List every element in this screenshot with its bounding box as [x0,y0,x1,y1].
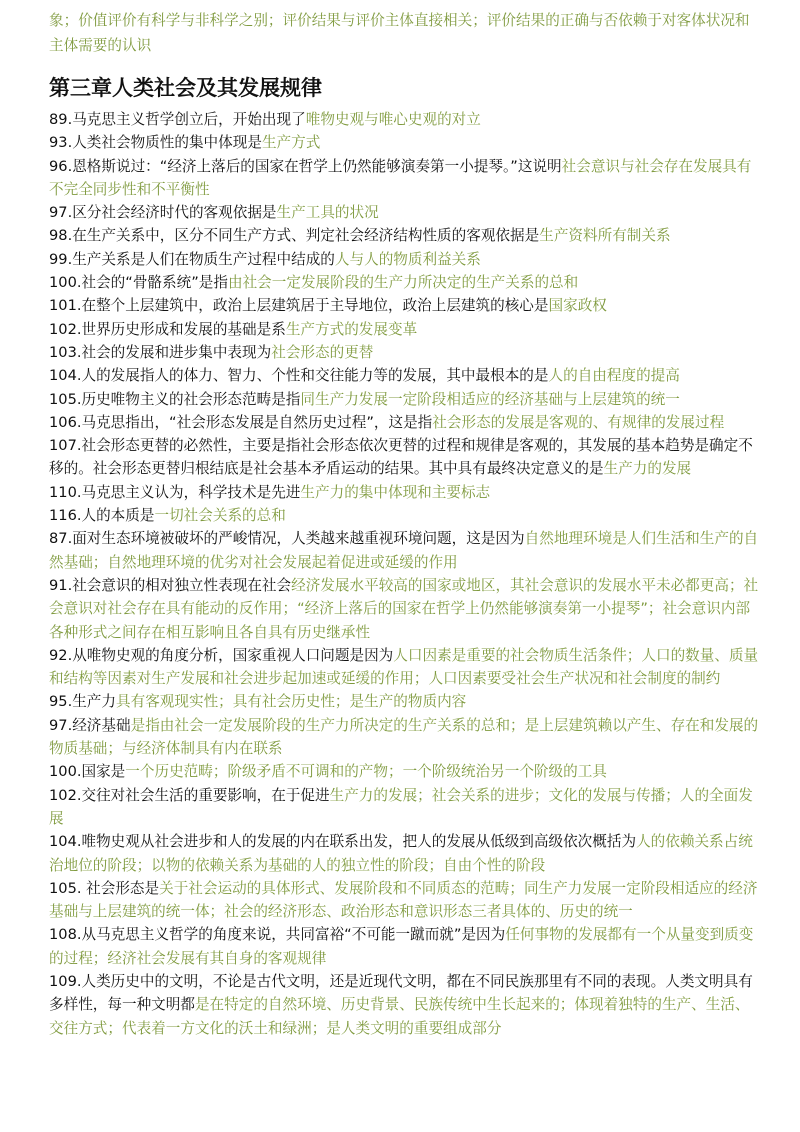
qa-item [49,224,760,247]
question-text: 104.人的发展指人的体力、智力、个性和交往能力等的发展，其中最根本的是 [49,367,549,385]
answer-text: 社会形态的更替 [271,343,374,361]
qa-item [49,434,760,481]
question-text: 106.马克思指出，“社会形态发展是自然历史过程”，这是指 [49,413,433,431]
question-text: 107.社会形态更替的必然性，主要是指社会形态依次更替的过程和规律是客观的，其发展的基本趋势是确定不移的。社会形态更替归根结底是社会基本矛盾运动的结果。其中具有最终决定意义的是 [49,437,753,478]
qa-item [49,784,760,831]
question-text: 110.马克思主义认为，科学技术是先进 [49,483,301,501]
answer-text: 同生产力发展一定阶段相适应的经济基础与上层建筑的统一 [300,390,680,408]
question-text: 99.生产关系是人们在物质生产过程中结成的 [49,250,335,268]
question-text: 87.面对生态环境被破坏的严峻情况，人类越来越重视环境问题，这是因为 [49,530,525,548]
question-text: 116.人的本质是 [49,507,155,525]
qa-item [49,341,760,364]
question-text: 95.生产力 [49,693,116,711]
qa-item [49,481,760,504]
answer-text: 自然地理环境是人们生活和生产的自然基础；自然地理环境的优劣对社会发展起着促进或延缓的作用 [49,530,759,571]
question-text: 89.马克思主义哲学创立后，开始出现了 [49,111,306,128]
question-text: 108.从马克思主义哲学的角度来说，共同富裕“不可能一蹴而就”是因为 [49,926,506,944]
question-text: 103.社会的发展和进步集中表现为 [49,343,272,361]
question-text: 100.社会的“骨骼系统”是指 [49,274,228,292]
qa-item [49,877,760,924]
qa-item [49,574,760,644]
answer-text: 人的自由程度的提高 [548,367,680,385]
answer-text: 是指由社会一定发展阶段的生产力所决定的生产关系的总和；是上层建筑赖以产生、存在和发展的物质基础；与经济体制具有内在联系 [49,716,759,758]
answer-text: 生产资料所有制关系 [539,227,671,245]
answer-text: 人的依赖关系占统治地位的阶段；以物的依赖关系为基础的人的独立性的阶段；自由个性的阶段 [49,833,753,874]
question-text: 97.经济基础 [49,716,131,734]
answer-text: 唯物史观与唯心史观的对立 [305,111,481,128]
qa-item [49,294,760,317]
qa-item [49,970,760,1040]
question-text: 105.历史唯物主义的社会形态范畴是指 [49,390,301,408]
question-text: 97.区分社会经济时代的客观依据是 [49,204,277,222]
qa-item [49,504,760,527]
answer-text: 生产工具的状况 [276,204,379,222]
question-text: 96.恩格斯说过：“经济上落后的国家在哲学上仍然能够演奏第一小提琴。”这说明 [49,157,562,175]
qa-item [49,760,760,783]
qa-list [49,108,760,1040]
question-text: 104.唯物史观从社会进步和人的发展的内在联系出发，把人的发展从低级到高级依次概括为 [49,833,637,851]
answer-text: 具有客观现实性；具有社会历史性；是生产的物质内容 [116,693,467,711]
question-text: 92.从唯物史观的角度分析，国家重视人口问题是因为 [49,646,394,664]
chapter-title: 第三章人类社会及其发展规律 [49,76,322,100]
answer-text: 是在特定的自然环境、历史背景、民族传统中生长起来的；体现着独特的生产、生活、交往方式；代表着一方文化的沃土和绿洲；是人类文明的重要组成部分 [49,996,750,1037]
answer-text: 任何事物的发展都有一个从量变到质变的过程；经济社会发展有其自身的客观规律 [49,926,754,967]
qa-item [49,714,760,761]
answer-text: 国家政权 [548,297,607,315]
qa-item [49,108,760,131]
intro-text: 象；价值评价有科学与非科学之别；评价结果与评价主体直接相关；评价结果的正确与否依赖于对客体状况和主体需要的认识 [49,12,750,54]
answer-text: 由社会一定发展阶段的生产力所决定的生产关系的总和 [227,274,579,292]
answer-text: 一切社会关系的总和 [154,507,286,525]
qa-item [49,364,760,387]
answer-text: 生产力的集中体现和主要标志 [300,483,491,501]
qa-item [49,318,760,341]
question-text: 102.交往对社会生活的重要影响，在于促进 [49,786,330,804]
qa-item [49,388,760,411]
answer-text: 人口因素是重要的社会物质生活条件；人口的数量、质量和结构等因素对生产发展和社会进步起加速或延缓的作用；人口因素要受社会生产状况和社会制度的制约 [49,646,759,688]
answer-text: 经济发展水平较高的国家或地区，其社会意识的发展水平未必都更高；社会意识对社会存在具有能动的反作用；“经济上落后的国家在哲学上仍然能够演奏第一小提琴”；社会意识内部各种形式之间存在相互影响且各自具有历史继承性 [49,576,759,641]
qa-item [49,830,760,877]
question-text: 91.社会意识的相对独立性表现在社会 [49,576,292,594]
qa-item [49,271,760,294]
answer-text: 生产方式的发展变革 [285,320,418,338]
qa-item [49,131,760,154]
answer-text: 生产力的发展 [603,460,692,478]
answer-text: 关于社会运动的具体形式、发展阶段和不同质态的范畴；同生产力发展一定阶段相适应的经济基础与上层建筑的统一体；社会的经济形态、政治形态和意识形态三者具体的、历史的统一 [49,879,758,921]
qa-item [49,411,760,434]
question-text: 98.在生产关系中，区分不同生产方式、判定社会经济结构性质的客观依据是 [49,227,540,245]
qa-item [49,644,760,691]
answer-text: 生产力的发展；社会关系的进步；文化的发展与传播；人的全面发展 [49,786,753,827]
qa-item [49,690,760,713]
question-text: 100.国家是 [49,763,126,781]
answer-text: 人与人的物质利益关系 [334,250,481,268]
question-text: 109.人类历史中的文明，不论是古代文明，还是近现代文明，都在不同民族那里有不同的表现。人类文明具有多样性，每一种文明都 [49,972,753,1014]
question-text: 93.人类社会物质性的集中体现是 [49,134,262,152]
qa-item [49,527,760,574]
answer-text: 社会形态的发展是客观的、有规律的发展过程 [432,413,725,431]
question-text: 102.世界历史形成和发展的基础是系 [49,320,286,338]
qa-item [49,155,760,202]
qa-item [49,201,760,224]
question-text: 101.在整个上层建筑中，政治上层建筑居于主导地位，政治上层建筑的核心是 [49,297,549,315]
qa-item [49,923,760,970]
qa-item [49,248,760,271]
answer-text: 生产方式 [261,134,321,152]
question-text: 105. 社会形态是 [49,879,160,897]
answer-text: 社会意识与社会存在发展具有不完全同步性和不平衡性 [49,157,752,198]
answer-text: 一个历史范畴；阶级矛盾不可调和的产物；一个阶级统治另一个阶级的工具 [125,763,607,781]
